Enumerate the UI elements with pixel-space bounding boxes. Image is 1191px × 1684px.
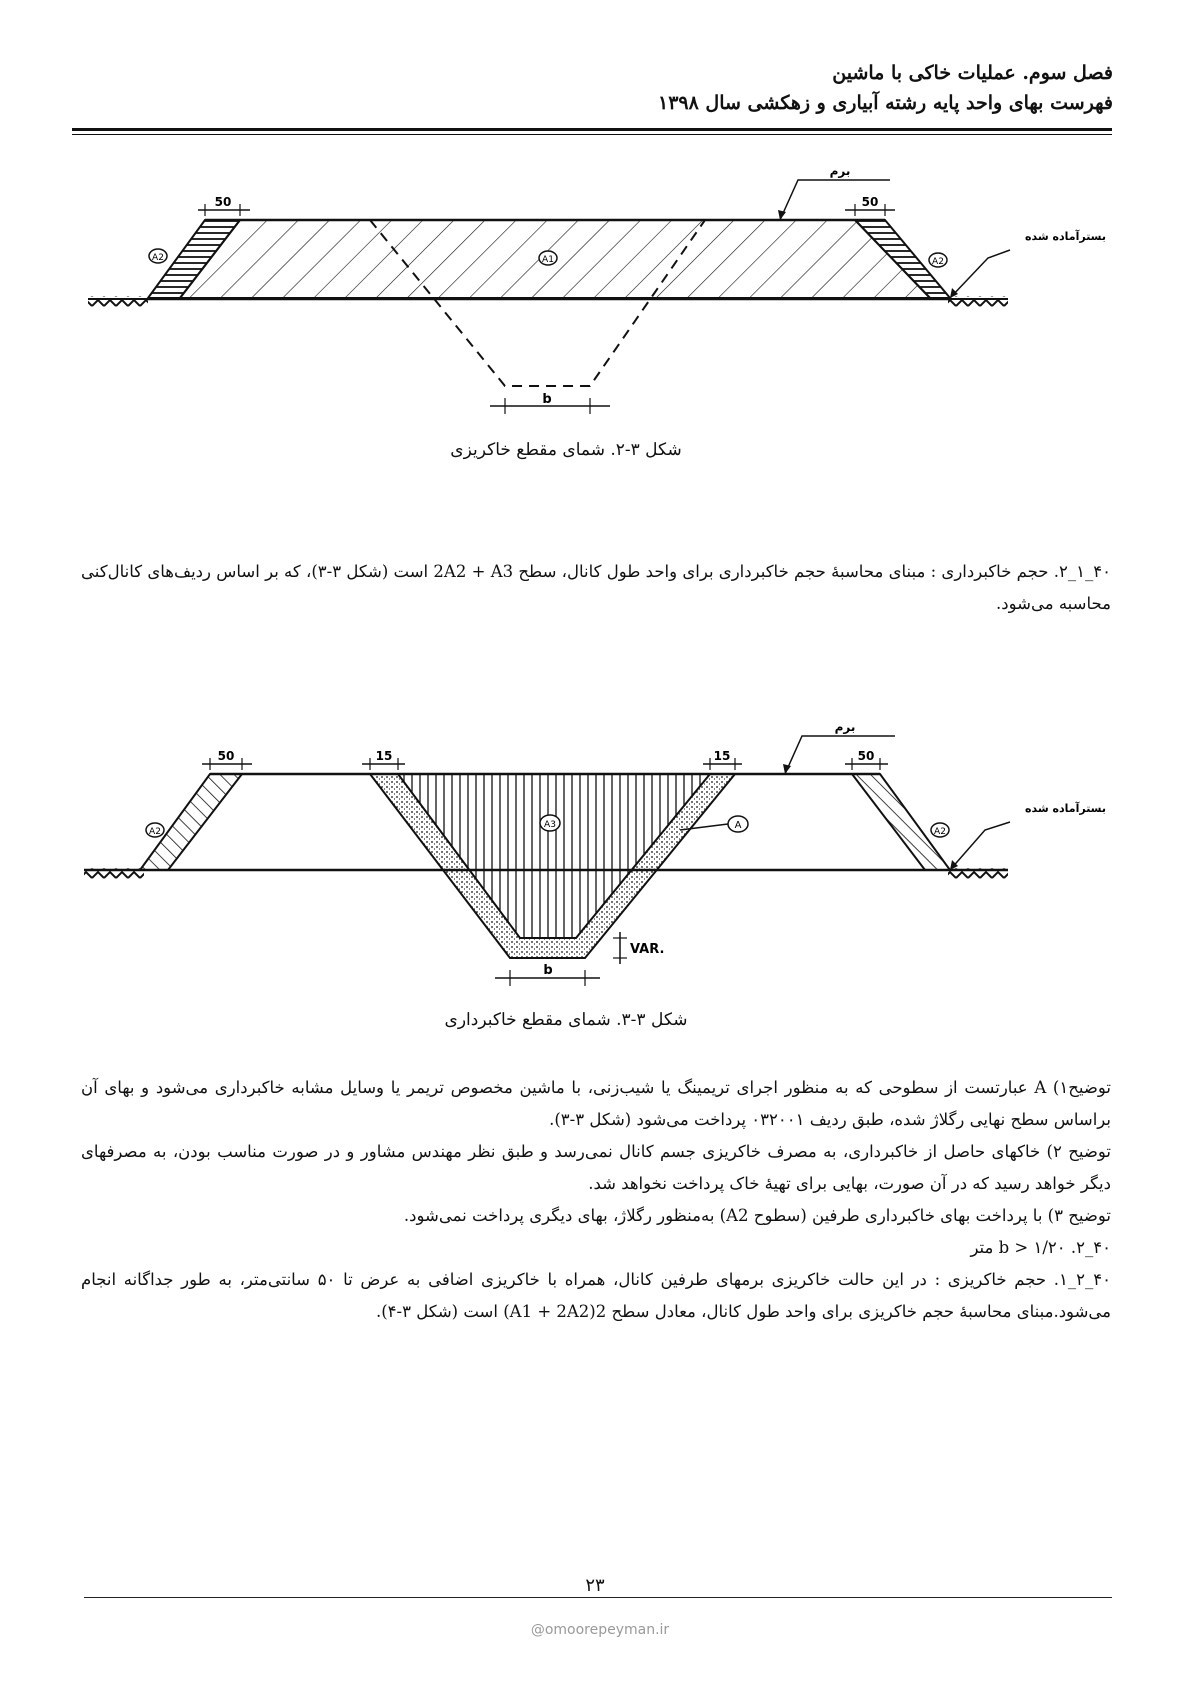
dim-inner-left: 15: [375, 749, 393, 763]
label-b: b: [542, 392, 552, 407]
price-list-title: فهرست بهای واحد پایه رشته آبیاری و زهکشی سال ۱۳۹۸: [657, 92, 1113, 114]
section-40-2-1: ۴۰_۲_۱. حجم خاکریزی : در این حالت خاکریزی برمهای طرفین کانال، همراه با خاکریزی اضافی به عرض تا ۵۰ سانتی‌متر، به طور جداگانه انجام می‌شود.مبنای محاسبۀ حجم خاکریزی برای واحد طول کانال، معادل سطح 2(A1 + 2A2) است (شکل ۳-۴).: [81, 1270, 1112, 1321]
paragraph-excavation-volume: ۴۰_۱_۲. حجم خاکبرداری : مبنای محاسبۀ حجم خاکبرداری برای واحد طول کانال، سطح 2A2 + A3 است (شکل ۳-۳)، که بر اساس ردیف‌های کانال‌کنی محاسبه می‌شود.: [81, 562, 1111, 613]
figure-embankment-section: [80, 158, 1107, 418]
dim-right: 50: [861, 195, 879, 209]
ground-right: [948, 296, 1008, 308]
page-header: [78, 58, 1113, 118]
label-b: b: [543, 963, 553, 978]
dim-right: 50: [857, 749, 875, 763]
area-a2-left: [140, 774, 242, 870]
watermark-handle: @omoorepeyman.ir: [530, 1622, 670, 1638]
label-a1: A1: [542, 255, 554, 265]
note-1: توضیح۱) A عبارتست از سطوحی که به منظور اجرای تریمینگ یا شیب‌زنی، با ماشین مخصوص تریمر یا وسایل مشابه خاکبرداری می‌شود و بهای آن براساس سطح نهایی رگلاژ شده، طبق ردیف ۰۳۲۰۰۱ پرداخت می‌شود (شکل ۳-۳).: [81, 1078, 1111, 1129]
chapter-title: فصل سوم. عملیات خاکی با ماشین: [832, 62, 1113, 84]
label-a2-left: A2: [152, 253, 164, 263]
notes-block: [81, 1072, 1111, 1328]
note-3: توضیح ۳) با پرداخت بهای خاکبرداری طرفین (سطوح A2) به‌منظور رگلاژ، بهای دیگری پرداخت نمی‌شود.: [403, 1206, 1111, 1225]
label-a3: A3: [544, 820, 556, 830]
label-a2-right: A2: [932, 257, 944, 267]
label-prepared-bed: بسترآماده شده: [1025, 230, 1107, 243]
area-a2-right: [852, 774, 950, 870]
label-prepared-bed: بسترآماده شده: [1025, 802, 1107, 815]
label-a2-left: A2: [149, 827, 161, 837]
label-berm: برم: [834, 720, 856, 734]
label-a2-right: A2: [934, 827, 946, 837]
figure1-caption: شکل ۳-۲. شمای مقطع خاکریزی: [450, 440, 682, 460]
footer-rule: [84, 1597, 1112, 1598]
section-40-1-2: [81, 556, 1111, 620]
label-berm: برم: [829, 164, 851, 178]
figure-excavation-section: [80, 720, 1107, 1000]
dim-left: 50: [214, 195, 232, 209]
section-40-2-heading: ۴۰_۲. b > ۱/۲۰ متر: [970, 1238, 1111, 1257]
header-rule-thick: [72, 128, 1112, 131]
dim-inner-right: 15: [713, 749, 731, 763]
note-2: توضیح ۲) خاکهای حاصل از خاکبرداری، به مصرف خاکریزی جسم کانال نمی‌رسد و طبق نظر مهندس مشاور و در صورت مناسب بودن، به مصرفهای دیگر خواهد رسید که در آن صورت، بهایی برای تهیۀ خاک پرداخت نخواهد شد.: [81, 1142, 1111, 1193]
ground-left: [88, 296, 148, 308]
label-a: A: [734, 820, 742, 831]
figure2-caption: شکل ۳-۳. شمای مقطع خاکبرداری: [444, 1010, 688, 1030]
label-var: VAR.: [630, 942, 665, 957]
page-number: ۲۳: [585, 1575, 605, 1596]
header-rule-thin: [72, 134, 1112, 135]
dim-left: 50: [217, 749, 235, 763]
